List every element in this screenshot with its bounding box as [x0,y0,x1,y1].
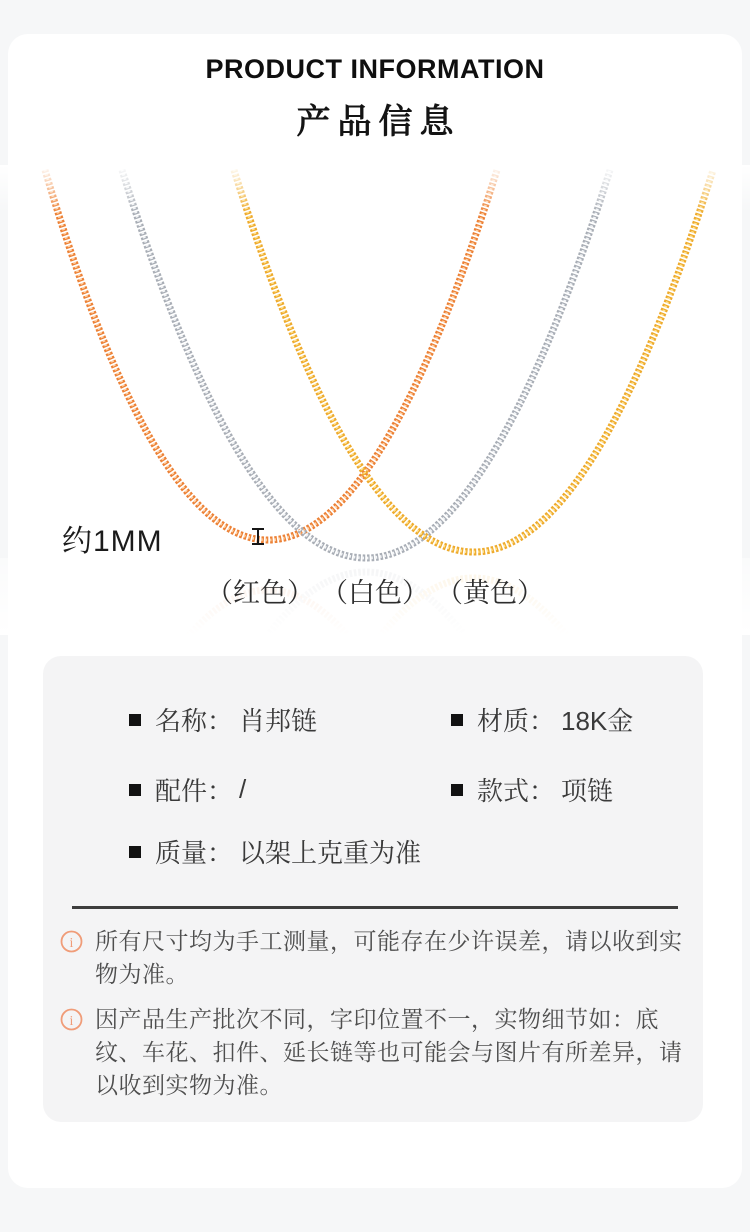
spec-label: 名称： [155,706,234,736]
info-icon [60,1008,83,1031]
spec-style [451,771,613,808]
chain-size-label: 约1MM [62,525,163,558]
chains [45,170,713,558]
color-label-white: （白色） [321,578,429,608]
spec-value: / [239,774,247,804]
color-labels [0,571,750,610]
section-title-zh: 产品信息 [296,103,461,141]
note-batch-difference [60,1003,686,1102]
square-bullet-icon [451,714,463,726]
square-bullet-icon [129,784,141,796]
divider [72,906,678,909]
spec-accessory [129,771,246,808]
white-gold-chain [122,170,610,558]
spec-weight [129,833,421,870]
spec-value: 18K金 [561,706,634,736]
square-bullet-icon [129,846,141,858]
spec-value: 以架上克重为准 [239,838,422,868]
white-chain-base [122,170,610,558]
section-title-en: PRODUCT INFORMATION [205,54,545,84]
square-bullet-icon [451,784,463,796]
spec-label: 质量： [155,838,234,868]
spec-value: 肖邦链 [239,706,318,736]
spec-name [129,701,317,738]
info-icon-glyph: i [69,936,74,951]
rose-chain-base [45,170,497,540]
spec-label: 款式： [477,776,556,806]
spec-label: 配件： [155,776,234,806]
note-text: 所有尺寸均为手工测量，可能存在少许误差，请以收到实物为准。 [95,928,683,987]
spec-value: 项链 [561,776,614,806]
top-fade [0,165,750,213]
info-icon-glyph: i [69,1014,74,1029]
info-icon [60,930,83,953]
necklace-figure [0,165,750,635]
rose-gold-chain [45,170,497,540]
spec-label: 材质： [477,706,556,736]
color-label-yellow: （黄色） [436,578,544,608]
note-measurement [60,925,686,991]
spec-material [451,701,633,738]
rose-chain-highlight [45,170,497,540]
square-bullet-icon [129,714,141,726]
spec-card [43,656,703,1122]
yellow-gold-chain [234,170,713,552]
yellow-chain-base [234,170,713,552]
note-text: 因产品生产批次不同，字印位置不一，实物细节如：底纹、车花、扣件、延长链等也可能会与图片有所差异，请以收到实物为准。 [95,1006,683,1098]
color-label-red: （红色） [206,578,314,608]
